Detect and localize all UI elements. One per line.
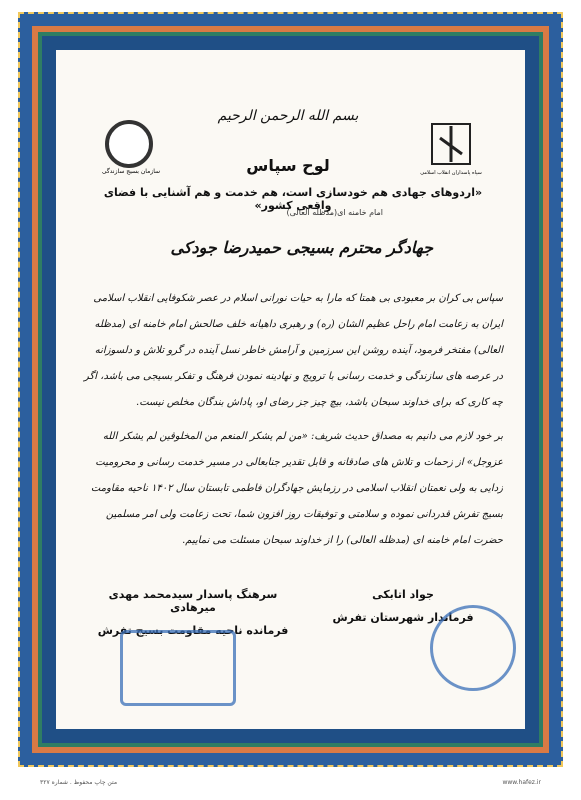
leader-quote: «اردوهای جهادی هم خودسازی است، هم خدمت و هم آشنایی با فضای واقعی کشور» [103, 186, 483, 212]
footer-left: متن چاپ محفوظ . شماره ۳۲۷ [40, 779, 118, 786]
basmala: بسم الله الرحمن الرحیم [217, 108, 359, 124]
quote-author: امام خامنه ای(مدظله العالی) [286, 208, 383, 217]
stamp-right [430, 605, 516, 691]
stamp-left [120, 630, 236, 706]
signatory-left-name: سرهنگ پاسدار سیدمحمد مهدی میرهادی [108, 588, 278, 614]
footer-right: www.hafez.ir [502, 779, 541, 786]
signatory-right-name: جواد اتابکی [372, 588, 434, 601]
recipient-name: جهادگر محترم بسیجی حمیدرضا جودکی [170, 238, 433, 257]
signatory-right-title: فرماندار شهرستان تفرش [332, 611, 474, 624]
paragraph-1: سپاس بی کران بر معبودی بی همتا که مارا به حیات نورانی اسلام در عصر شکوفایی انقلاب اسلامی ایران به زعامت امام راحل عظیم الشان (ره) و رهبری داهیانه خلف صالحش امام خامنه ای (مدظله العالی) مفتخر فرمود، آینده روشن این سرزمین و آرامش خاطر نسل آینده در گرو تلاش و دلسوزانه در عرصه های سازندگی و خدمت رسانی با ترویج و نهادینه نمودن فرهنگ و تفکر بسیجی می باشد، اگر چه کاری که برای خداوند سبحان باشد، بیچ چیز جز رضای او، پاداش بندگان مخلص نیست. [84, 293, 503, 408]
certificate-body [83, 286, 503, 554]
logo-left-caption: سازمان بسیج سازندگی [101, 168, 161, 175]
logo-right-caption: سپاه پاسداران انقلاب اسلامی [420, 170, 482, 176]
paragraph-2: بر خود لازم می دانیم به مصداق حدیث شریف: «من لم یشکر المنعم من المخلوقین لم یشکر الله عزوجل» از زحمات و تلاش های صادقانه و قابل تقدیر جنابعالی در مسیر خدمت رسانی و محرومیت زدایی به ولی نعمتان انقلاب اسلامی در رزمایش جهادگران فاطمی تابستان سال ۱۴۰۲ ناحیه مقاومت بسیج تفرش قدردانی نموده و سلامتی و توفیقات روز افزون شما، تحت زعامت ولی امر مسلمین حضرت امام خامنه ای (مدظله العالی) را از خداوند سبحان مسئلت می نماییم. [90, 431, 503, 546]
signatory-left-title: فرمانده ناحیه مقاومت بسیج تفرش [97, 624, 289, 637]
certificate-content [78, 78, 503, 708]
certificate-title: لوح سپاس [246, 156, 330, 175]
